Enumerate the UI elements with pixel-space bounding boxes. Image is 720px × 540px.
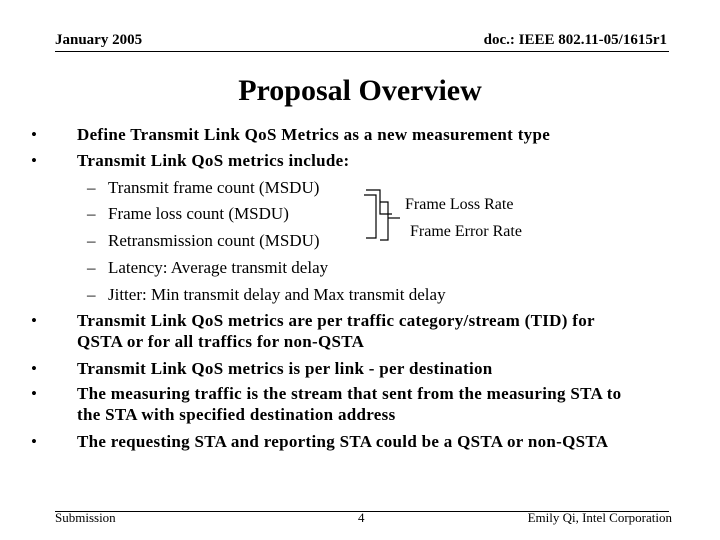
bullet-dot: • — [31, 432, 37, 451]
footer-page-number: 4 — [358, 510, 365, 525]
bullet-text: Define Transmit Link QoS Metrics as a new measurement type — [77, 125, 551, 144]
bullet-dot: • — [31, 125, 37, 144]
dash-marker: – — [87, 204, 96, 223]
bullet-text-line: QSTA or for all traffics for non-QSTA — [77, 332, 365, 351]
sub-item: Transmit frame count (MSDU) — [108, 178, 320, 197]
bullet-dot: • — [31, 311, 37, 330]
bracket-group — [360, 180, 410, 252]
frame-loss-rate-label: Frame Loss Rate — [405, 196, 514, 213]
sub-item: Latency: Average transmit delay — [108, 258, 329, 277]
bullet-text: Transmit Link QoS metrics include: — [77, 151, 350, 170]
dash-marker: – — [87, 285, 96, 304]
sub-item: Retransmission count (MSDU) — [108, 231, 320, 250]
bullet-text-line: the STA with specified destination address — [77, 405, 396, 424]
footer-author: Emily Qi, Intel Corporation — [527, 510, 672, 525]
header-doc-id: doc.: IEEE 802.11-05/1615r1 — [483, 32, 667, 48]
bullet-dot: • — [31, 151, 37, 170]
error-rate-bracket-right — [380, 202, 388, 240]
dash-marker: – — [87, 258, 96, 277]
frame-error-rate-label: Frame Error Rate — [410, 223, 522, 240]
bullet-dot: • — [31, 384, 37, 403]
bullet-text: Transmit Link QoS metrics is per link - per destination — [77, 359, 493, 378]
header-divider — [55, 51, 669, 52]
dash-marker: – — [87, 178, 96, 197]
footer-submission: Submission — [55, 510, 116, 525]
header-date: January 2005 — [55, 32, 143, 48]
bullet-text-line: The measuring traffic is the stream that sent from the measuring STA to — [77, 384, 622, 403]
sub-item: Frame loss count (MSDU) — [108, 204, 289, 223]
bullet-dot: • — [31, 359, 37, 378]
dash-marker: – — [87, 231, 96, 250]
sub-item: Jitter: Min transmit delay and Max transmit delay — [108, 285, 446, 304]
bullet-text: The requesting STA and reporting STA could be a QSTA or non-QSTA — [77, 432, 609, 451]
bullet-text-line: Transmit Link QoS metrics are per traffic category/stream (TID) for — [77, 311, 595, 330]
error-rate-bracket-left — [364, 195, 376, 238]
slide-title: Proposal Overview — [238, 74, 482, 107]
